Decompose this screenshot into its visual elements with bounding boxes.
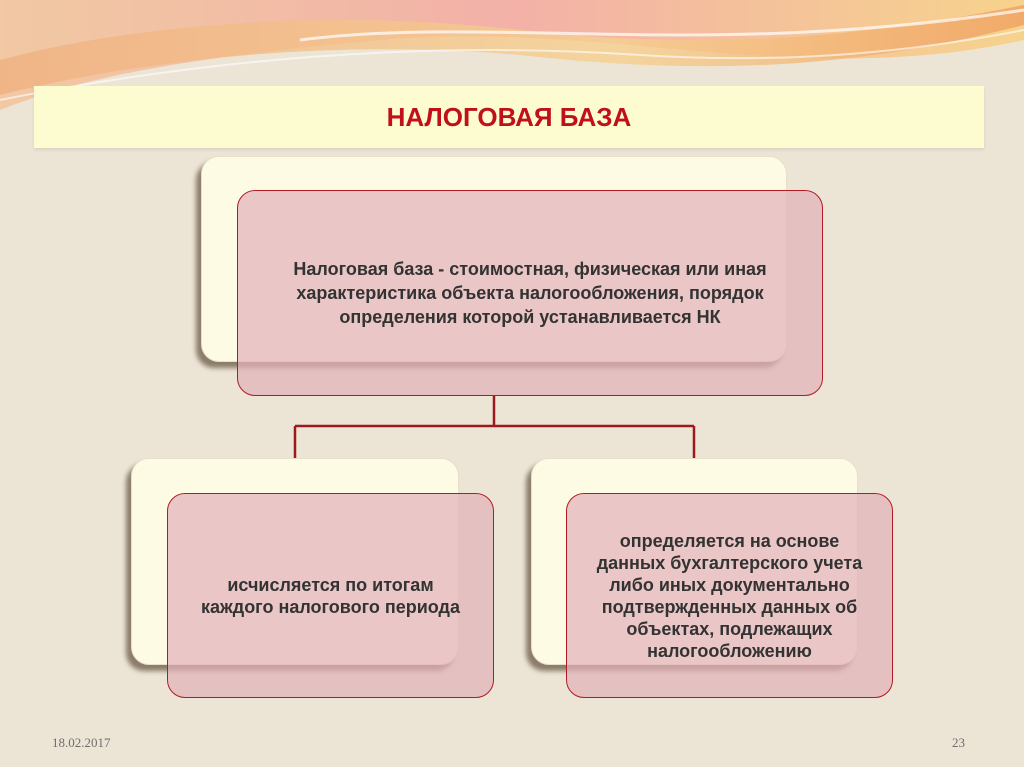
child-node-right (566, 493, 893, 698)
root-node (237, 190, 823, 396)
child-node-right-text: определяется на основе данных бухгалтерского учета либо иных документально подтвержденных данных об объектах, подлежащих налогообложению (596, 530, 863, 661)
child-node-left-text: исчисляется по итогам каждого налогового периода (200, 574, 460, 617)
title-bar (34, 86, 984, 148)
slide-page-number: 23 (952, 735, 965, 750)
child-node-left (167, 493, 494, 698)
slide-date: 18.02.2017 (52, 735, 111, 750)
root-node-text: Налоговая база - стоимостная, физическая или иная характеристика объекта налогообложения, порядок определения которой устанавливается НК (293, 259, 767, 327)
slide-title: НАЛОГОВАЯ БАЗА (386, 101, 632, 132)
